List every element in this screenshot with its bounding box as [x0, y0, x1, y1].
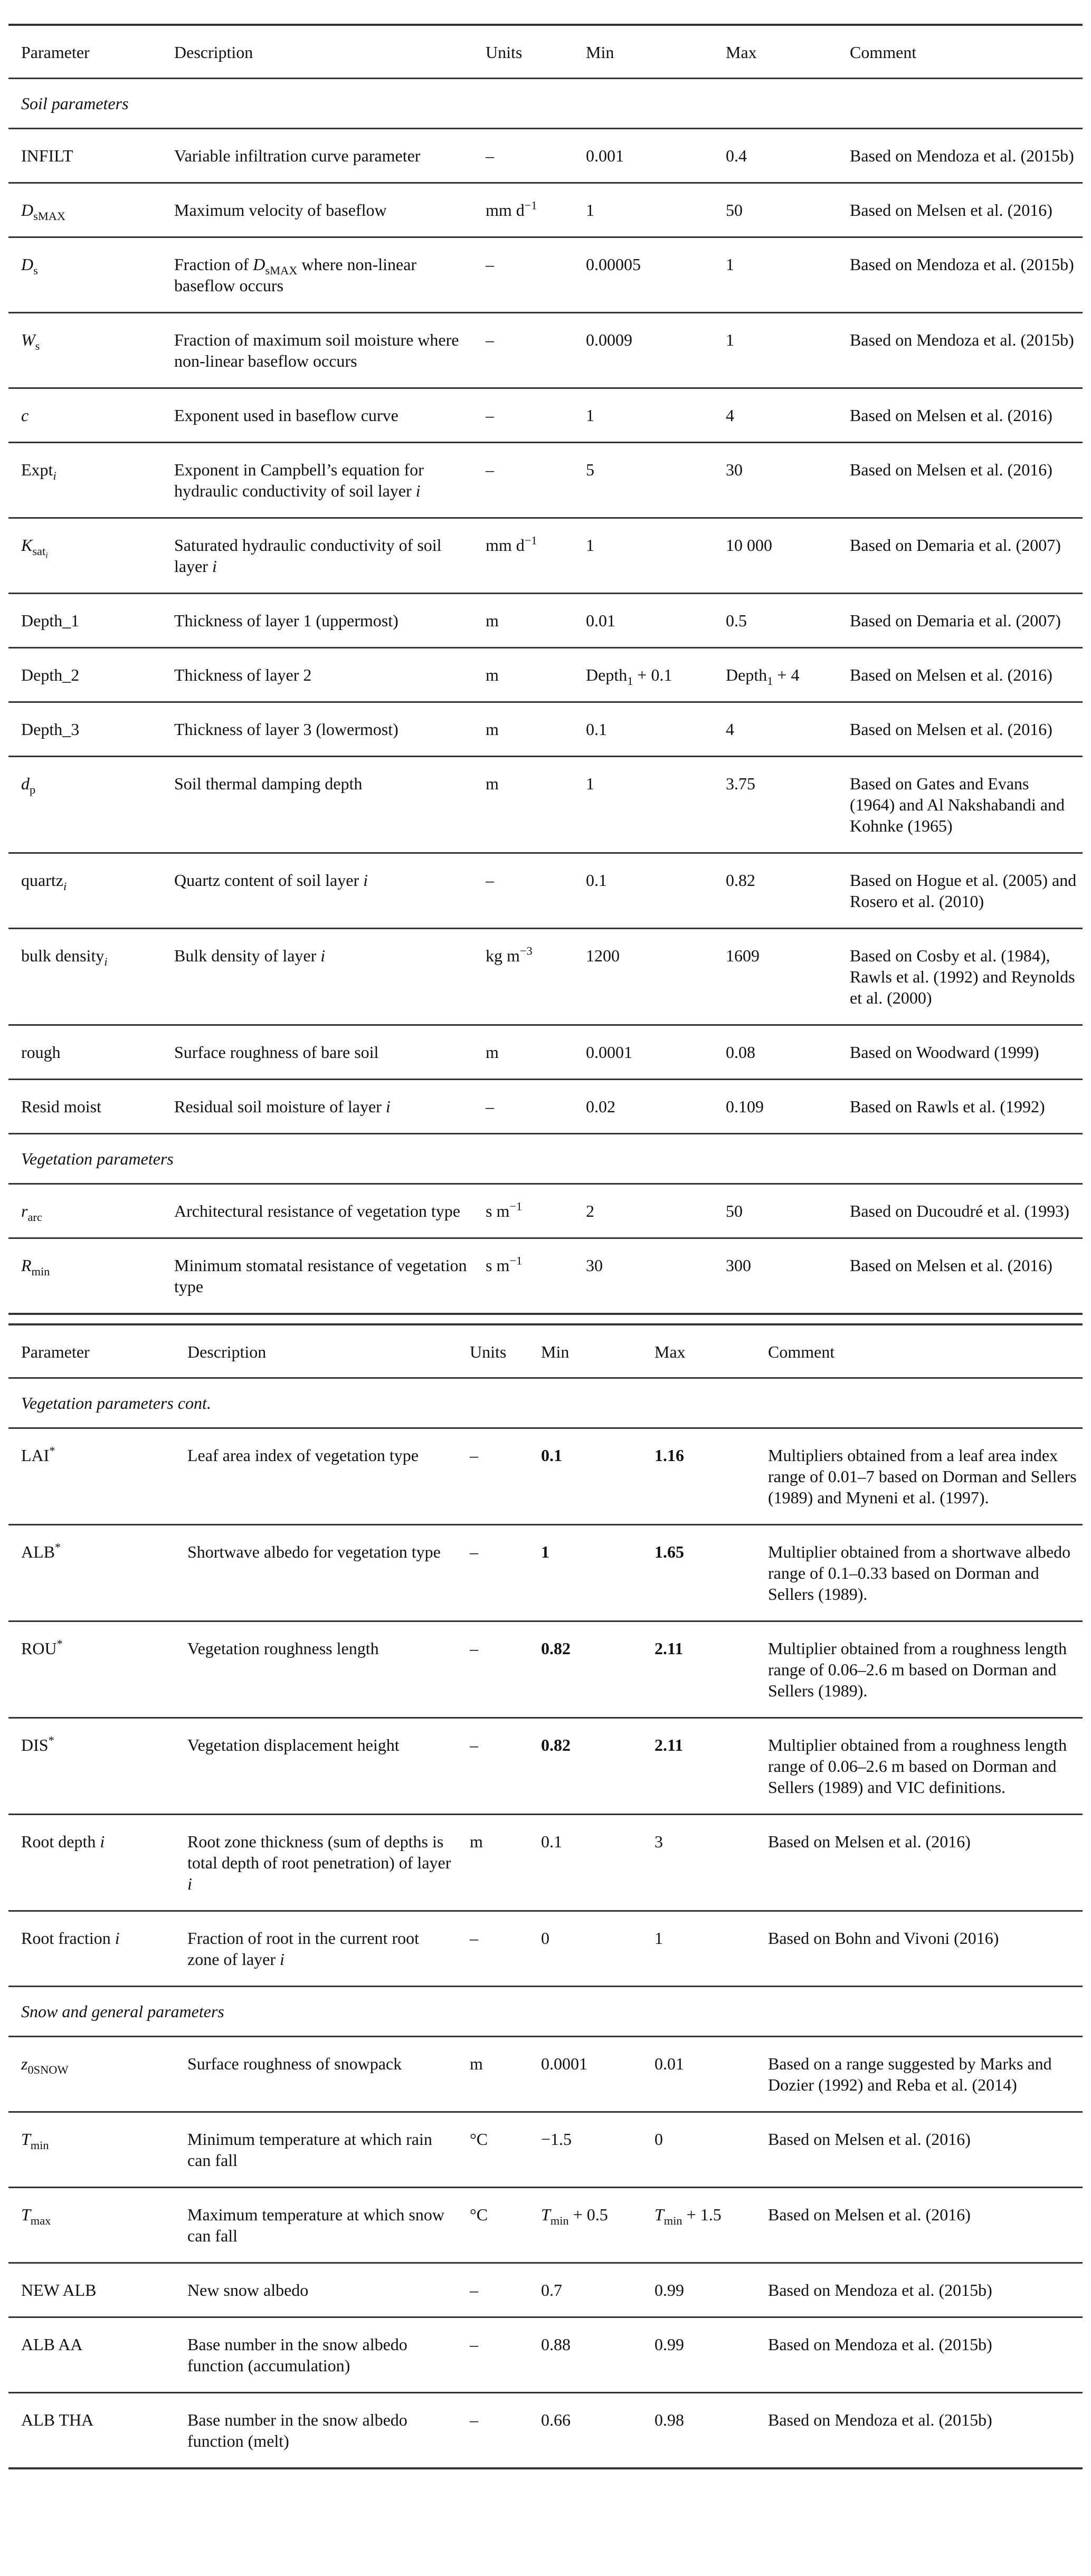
section-title: Snow and general parameters	[8, 1987, 1083, 2037]
cell-units: –	[457, 2393, 528, 2469]
cell-comment: Based on Hogue et al. (2005) and Rosero et al. (2010)	[837, 853, 1083, 929]
cell-comment: Based on Melsen et al. (2016)	[837, 183, 1083, 237]
table-row	[8, 1080, 1083, 1134]
cell-max: 300	[713, 1238, 837, 1314]
cell-units: –	[457, 1428, 528, 1525]
cell-description: Architectural resistance of vegetation type	[162, 1184, 473, 1238]
cell-units: –	[457, 1718, 528, 1815]
table-row	[8, 702, 1083, 757]
cell-comment: Based on Mendoza et al. (2015b)	[837, 313, 1083, 388]
cell-parameter: $D_{sMAX}$	[8, 183, 162, 237]
cell-parameter: DIS*	[8, 1718, 175, 1815]
cell-max: 1	[642, 1911, 755, 1987]
table-row	[8, 388, 1083, 443]
cell-parameter: $T_{max}$	[8, 2188, 175, 2263]
cell-description: Thickness of layer 3 (lowermost)	[162, 702, 473, 757]
cell-units: –	[457, 1525, 528, 1621]
table-header-row	[8, 1324, 1083, 1378]
table-row	[8, 183, 1083, 237]
cell-parameter: ROU*	[8, 1621, 175, 1718]
cell-comment: Based on Demaria et al. (2007)	[837, 594, 1083, 648]
cell-min: 0.0001	[573, 1025, 713, 1080]
column-header-max: Max	[713, 25, 837, 79]
cell-units: m	[457, 2037, 528, 2112]
cell-parameter: $T_{min}$	[8, 2112, 175, 2188]
cell-parameter: ALB THA	[8, 2393, 175, 2469]
cell-min: 1	[573, 388, 713, 443]
cell-description: Variable infiltration curve parameter	[162, 129, 473, 183]
cell-description: Base number in the snow albedo function (melt)	[175, 2393, 457, 2469]
section-header-row	[8, 1987, 1083, 2037]
cell-description: Shortwave albedo for vegetation type	[175, 1525, 457, 1621]
cell-min: 0.66	[528, 2393, 642, 2469]
cell-comment: Multiplier obtained from a roughness length range of 0.06–2.6 m based on Dorman and Sellers (1989).	[755, 1621, 1083, 1718]
cell-units: –	[473, 443, 573, 518]
table-row	[8, 1428, 1083, 1525]
cell-min: −1.5	[528, 2112, 642, 2188]
cell-comment: Based on a range suggested by Marks and Dozier (1992) and Reba et al. (2014)	[755, 2037, 1083, 2112]
cell-min: 0.0001	[528, 2037, 642, 2112]
cell-parameter: Root fraction i	[8, 1911, 175, 1987]
table-row	[8, 1184, 1083, 1238]
cell-units: m	[473, 648, 573, 702]
cell-description: Minimum temperature at which rain can fall	[175, 2112, 457, 2188]
section-header-row	[8, 1134, 1083, 1184]
cell-description: Bulk density of layer i	[162, 929, 473, 1025]
cell-description: Fraction of maximum soil moisture where non-linear baseflow occurs	[162, 313, 473, 388]
table-row	[8, 518, 1083, 594]
cell-min: 5	[573, 443, 713, 518]
cell-units: –	[473, 129, 573, 183]
cell-max: 0.109	[713, 1080, 837, 1134]
table-row	[8, 648, 1083, 702]
cell-min: 0.1	[573, 702, 713, 757]
cell-comment: Based on Melsen et al. (2016)	[837, 443, 1083, 518]
cell-units: –	[473, 237, 573, 313]
cell-units: mm $d^{-1}$	[473, 183, 573, 237]
cell-description: Base number in the snow albedo function (accumulation)	[175, 2317, 457, 2393]
cell-units: –	[457, 2317, 528, 2393]
cell-comment: Based on Ducoudré et al. (1993)	[837, 1184, 1083, 1238]
table-row	[8, 129, 1083, 183]
cell-min: 1	[528, 1525, 642, 1621]
table-row	[8, 2393, 1083, 2469]
cell-max: 0.82	[713, 853, 837, 929]
cell-description: Soil thermal damping depth	[162, 757, 473, 853]
cell-min: 0.88	[528, 2317, 642, 2393]
cell-description: Maximum temperature at which snow can fall	[175, 2188, 457, 2263]
cell-parameter: LAI*	[8, 1428, 175, 1525]
cell-description: Vegetation displacement height	[175, 1718, 457, 1815]
column-header-min: Min	[573, 25, 713, 79]
cell-comment: Based on Melsen et al. (2016)	[755, 2112, 1083, 2188]
cell-units: –	[457, 1911, 528, 1987]
cell-parameter: ALB AA	[8, 2317, 175, 2393]
table-header-row	[8, 25, 1083, 79]
cell-units: –	[457, 2263, 528, 2317]
cell-comment: Based on Melsen et al. (2016)	[837, 702, 1083, 757]
column-header-parameter: Parameter	[8, 25, 162, 79]
cell-comment: Based on Cosby et al. (1984), Rawls et al. (1992) and Reynolds et al. (2000)	[837, 929, 1083, 1025]
cell-comment: Based on Mendoza et al. (2015b)	[755, 2263, 1083, 2317]
cell-max: 2.11	[642, 1718, 755, 1815]
cell-description: Fraction of root in the current root zone of layer i	[175, 1911, 457, 1987]
cell-max: 0.4	[713, 129, 837, 183]
cell-min: 1	[573, 183, 713, 237]
cell-min: 0.00005	[573, 237, 713, 313]
table-row	[8, 1911, 1083, 1987]
table-row	[8, 2317, 1083, 2393]
cell-comment: Based on Mendoza et al. (2015b)	[837, 129, 1083, 183]
cell-units: m	[473, 702, 573, 757]
cell-units: –	[473, 1080, 573, 1134]
cell-max: 4	[713, 388, 837, 443]
cell-description: Saturated hydraulic conductivity of soil layer i	[162, 518, 473, 594]
column-header-units: Units	[457, 1324, 528, 1378]
cell-min: 0.1	[528, 1428, 642, 1525]
table-row	[8, 1815, 1083, 1911]
cell-comment: Based on Woodward (1999)	[837, 1025, 1083, 1080]
cell-min: 0.7	[528, 2263, 642, 2317]
cell-min: 0.82	[528, 1621, 642, 1718]
cell-max: 0.99	[642, 2317, 755, 2393]
table-row	[8, 1525, 1083, 1621]
column-header-comment: Comment	[755, 1324, 1083, 1378]
cell-description: Thickness of layer 2	[162, 648, 473, 702]
table-row	[8, 1238, 1083, 1314]
cell-max: 4	[713, 702, 837, 757]
cell-units: °C	[457, 2188, 528, 2263]
cell-comment: Based on Mendoza et al. (2015b)	[755, 2393, 1083, 2469]
cell-min: 0	[528, 1911, 642, 1987]
cell-max: 3	[642, 1815, 755, 1911]
cell-units: m	[473, 1025, 573, 1080]
cell-parameter: Resid moist	[8, 1080, 162, 1134]
cell-min: 30	[573, 1238, 713, 1314]
parameter-table-part-2	[8, 1323, 1083, 2469]
cell-comment: Based on Gates and Evans (1964) and Al Nakshabandi and Kohnke (1965)	[837, 757, 1083, 853]
cell-description: Exponent used in baseflow curve	[162, 388, 473, 443]
cell-parameter: Root depth i	[8, 1815, 175, 1911]
cell-parameter: $W_s$	[8, 313, 162, 388]
column-header-comment: Comment	[837, 25, 1083, 79]
section-header-row	[8, 79, 1083, 129]
cell-parameter: Depth_1	[8, 594, 162, 648]
cell-max: Depth$_1$ + 4	[713, 648, 837, 702]
cell-max: 30	[713, 443, 837, 518]
section-header-row	[8, 1378, 1083, 1428]
cell-comment: Based on Melsen et al. (2016)	[755, 1815, 1083, 1911]
cell-comment: Based on Melsen et al. (2016)	[755, 2188, 1083, 2263]
cell-max: 0.99	[642, 2263, 755, 2317]
cell-units: m	[473, 757, 573, 853]
cell-parameter: $K_{sat_i}$	[8, 518, 162, 594]
cell-description: Residual soil moisture of layer i	[162, 1080, 473, 1134]
cell-units: s $m^{-1}$	[473, 1184, 573, 1238]
cell-min: 2	[573, 1184, 713, 1238]
cell-units: –	[473, 853, 573, 929]
table-row	[8, 1621, 1083, 1718]
cell-min: $T_{min} + 0.5$	[528, 2188, 642, 2263]
cell-max: 10 000	[713, 518, 837, 594]
cell-comment: Based on Melsen et al. (2016)	[837, 388, 1083, 443]
cell-max: 50	[713, 183, 837, 237]
cell-parameter: Depth_2	[8, 648, 162, 702]
cell-units: –	[457, 1621, 528, 1718]
cell-parameter: ALB*	[8, 1525, 175, 1621]
cell-description: Minimum stomatal resistance of vegetation type	[162, 1238, 473, 1314]
table-row	[8, 443, 1083, 518]
table-row	[8, 2188, 1083, 2263]
cell-comment: Based on Bohn and Vivoni (2016)	[755, 1911, 1083, 1987]
cell-units: m	[473, 594, 573, 648]
cell-min: 1200	[573, 929, 713, 1025]
cell-parameter: bulk density$_i$	[8, 929, 162, 1025]
cell-max: 1.65	[642, 1525, 755, 1621]
table-row	[8, 853, 1083, 929]
cell-parameter: c	[8, 388, 162, 443]
cell-description: Thickness of layer 1 (uppermost)	[162, 594, 473, 648]
column-header-min: Min	[528, 1324, 642, 1378]
cell-min: 1	[573, 757, 713, 853]
cell-max: 0.98	[642, 2393, 755, 2469]
cell-comment: Based on Demaria et al. (2007)	[837, 518, 1083, 594]
parameter-table-part-1	[8, 24, 1083, 1315]
cell-comment: Based on Melsen et al. (2016)	[837, 648, 1083, 702]
cell-comment: Based on Mendoza et al. (2015b)	[837, 237, 1083, 313]
cell-description: Surface roughness of bare soil	[162, 1025, 473, 1080]
cell-parameter: $z_{0SNOW}$	[8, 2037, 175, 2112]
cell-units: °C	[457, 2112, 528, 2188]
cell-description: Root zone thickness (sum of depths is total depth of root penetration) of layer i	[175, 1815, 457, 1911]
cell-parameter: $r_{arc}$	[8, 1184, 162, 1238]
cell-units: mm $d^{-1}$	[473, 518, 573, 594]
table-row	[8, 929, 1083, 1025]
cell-comment: Multipliers obtained from a leaf area index range of 0.01–7 based on Dorman and Sellers (1989) and Myneni et al. (1997).	[755, 1428, 1083, 1525]
cell-parameter: NEW ALB	[8, 2263, 175, 2317]
cell-comment: Based on Rawls et al. (1992)	[837, 1080, 1083, 1134]
cell-units: –	[473, 313, 573, 388]
cell-max: 50	[713, 1184, 837, 1238]
table-row	[8, 237, 1083, 313]
table-row	[8, 313, 1083, 388]
cell-description: Maximum velocity of baseflow	[162, 183, 473, 237]
cell-parameter: Depth_3	[8, 702, 162, 757]
cell-comment: Multiplier obtained from a roughness length range of 0.06–2.6 m based on Dorman and Sellers (1989) and VIC definitions.	[755, 1718, 1083, 1815]
column-header-parameter: Parameter	[8, 1324, 175, 1378]
cell-units: –	[473, 388, 573, 443]
cell-min: 1	[573, 518, 713, 594]
cell-comment: Based on Mendoza et al. (2015b)	[755, 2317, 1083, 2393]
table-row	[8, 757, 1083, 853]
cell-min: 0.1	[528, 1815, 642, 1911]
column-header-units: Units	[473, 25, 573, 79]
cell-parameter: quartz$_i$	[8, 853, 162, 929]
cell-max: 0.01	[642, 2037, 755, 2112]
cell-max: 1	[713, 237, 837, 313]
cell-description: Leaf area index of vegetation type	[175, 1428, 457, 1525]
cell-min: 0.02	[573, 1080, 713, 1134]
table-row	[8, 1718, 1083, 1815]
cell-description: Surface roughness of snowpack	[175, 2037, 457, 2112]
cell-description: Fraction of $D_{sMAX}$ where non-linear baseflow occurs	[162, 237, 473, 313]
cell-parameter: $d_p$	[8, 757, 162, 853]
table-row	[8, 2263, 1083, 2317]
cell-units: s $m^{-1}$	[473, 1238, 573, 1314]
cell-max: 1609	[713, 929, 837, 1025]
cell-min: 0.001	[573, 129, 713, 183]
cell-description: Exponent in Campbell’s equation for hydraulic conductivity of soil layer i	[162, 443, 473, 518]
cell-max: 0	[642, 2112, 755, 2188]
cell-parameter: rough	[8, 1025, 162, 1080]
column-header-max: Max	[642, 1324, 755, 1378]
cell-min: 0.1	[573, 853, 713, 929]
table-row	[8, 594, 1083, 648]
table-row	[8, 2037, 1083, 2112]
cell-max: 2.11	[642, 1621, 755, 1718]
cell-parameter: $R_{min}$	[8, 1238, 162, 1314]
cell-max: 0.5	[713, 594, 837, 648]
section-title: Vegetation parameters cont.	[8, 1378, 1083, 1428]
cell-min: Depth$_1$ + 0.1	[573, 648, 713, 702]
column-header-description: Description	[162, 25, 473, 79]
cell-parameter: INFILT	[8, 129, 162, 183]
cell-max: 3.75	[713, 757, 837, 853]
table-row	[8, 2112, 1083, 2188]
cell-min: 0.82	[528, 1718, 642, 1815]
cell-units: m	[457, 1815, 528, 1911]
table-row	[8, 1025, 1083, 1080]
cell-comment: Multiplier obtained from a shortwave albedo range of 0.1–0.33 based on Dorman and Sellers (1989).	[755, 1525, 1083, 1621]
cell-min: 0.0009	[573, 313, 713, 388]
cell-min: 0.01	[573, 594, 713, 648]
cell-max: $T_{min} + 1.5$	[642, 2188, 755, 2263]
cell-description: Quartz content of soil layer i	[162, 853, 473, 929]
cell-units: kg $m^{-3}$	[473, 929, 573, 1025]
cell-max: 0.08	[713, 1025, 837, 1080]
column-header-description: Description	[175, 1324, 457, 1378]
section-title: Vegetation parameters	[8, 1134, 1083, 1184]
cell-description: New snow albedo	[175, 2263, 457, 2317]
cell-description: Vegetation roughness length	[175, 1621, 457, 1718]
cell-parameter: $D_s$	[8, 237, 162, 313]
cell-comment: Based on Melsen et al. (2016)	[837, 1238, 1083, 1314]
section-title: Soil parameters	[8, 79, 1083, 129]
cell-parameter: Expt$_i$	[8, 443, 162, 518]
cell-max: 1.16	[642, 1428, 755, 1525]
cell-max: 1	[713, 313, 837, 388]
